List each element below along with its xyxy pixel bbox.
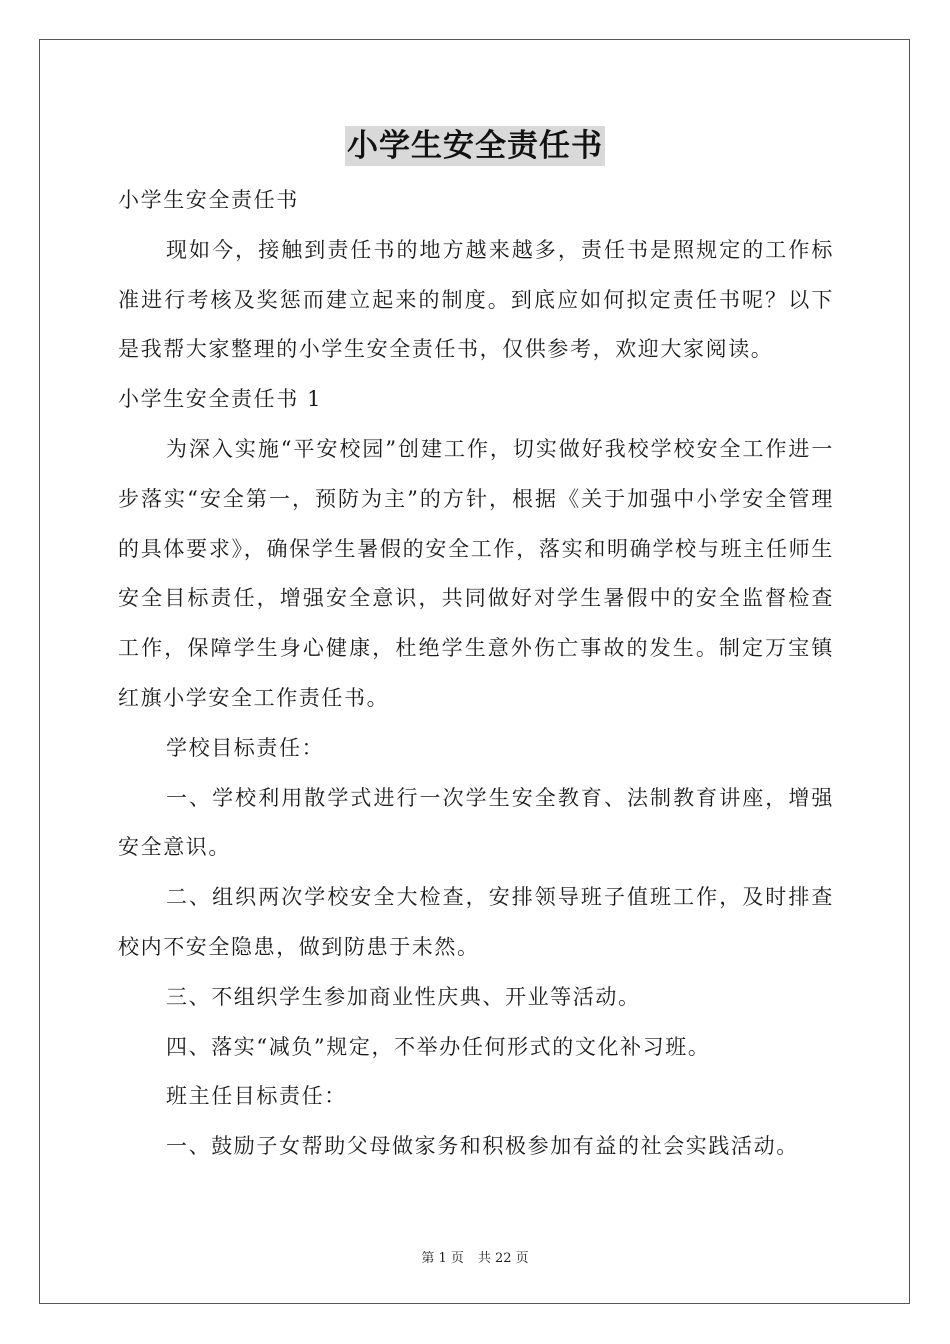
list-item: 二、组织两次学校安全大检查，安排领导班子值班工作，及时排查校内不安全隐患，做到防患于未然。 <box>118 885 834 959</box>
list-item: 四、落实“减负”规定，不举办任何形式的文化补习班。 <box>166 1034 711 1059</box>
document-title: 小学生安全责任书 <box>347 128 603 164</box>
list-item: 一、鼓励子女帮助父母做家务和积极参加有益的社会实践活动。 <box>166 1134 799 1159</box>
page-total: 共 22 页 <box>477 1251 529 1266</box>
list-item: 一、学校利用散学式进行一次学生安全教育、法制教育讲座，增强安全意识。 <box>118 785 834 860</box>
page-number: 第 1 页 <box>421 1251 464 1266</box>
page-footer <box>0 1247 950 1266</box>
list-item: 三、不组织学生参加商业性庆典、开业等活动。 <box>166 984 641 1009</box>
body-paragraph: 为深入实施“平安校园”创建工作，切实做好我校学校安全工作进一步落实“安全第一，预防为主”的方针，根据《关于加强中小学安全管理的具体要求》，确保学生暑假的安全工作，落实和明确学校与班主任师生安全目标责任，增强安全意识，共同做好对学生暑假中的安全监督检查工作，保障学生身心健康，杜绝学生意外伤亡事故的发生。制定万宝镇红旗小学安全工作责任书。 <box>118 436 834 710</box>
intro-paragraph: 现如今，接触到责任书的地方越来越多，责任书是照规定的工作标准进行考核及奖惩而建立起来的制度。到底应如何拟定责任书呢？以下是我帮大家整理的小学生安全责任书，仅供参考，欢迎大家阅读。 <box>118 237 834 362</box>
subtitle-line: 小学生安全责任书 <box>118 188 299 212</box>
title-container <box>0 126 950 166</box>
teacher-responsibility-heading: 班主任目标责任： <box>166 1084 347 1109</box>
document-body <box>118 176 834 1172</box>
section-heading: 小学生安全责任书 1 <box>118 387 323 412</box>
school-responsibility-heading: 学校目标责任： <box>166 735 325 760</box>
